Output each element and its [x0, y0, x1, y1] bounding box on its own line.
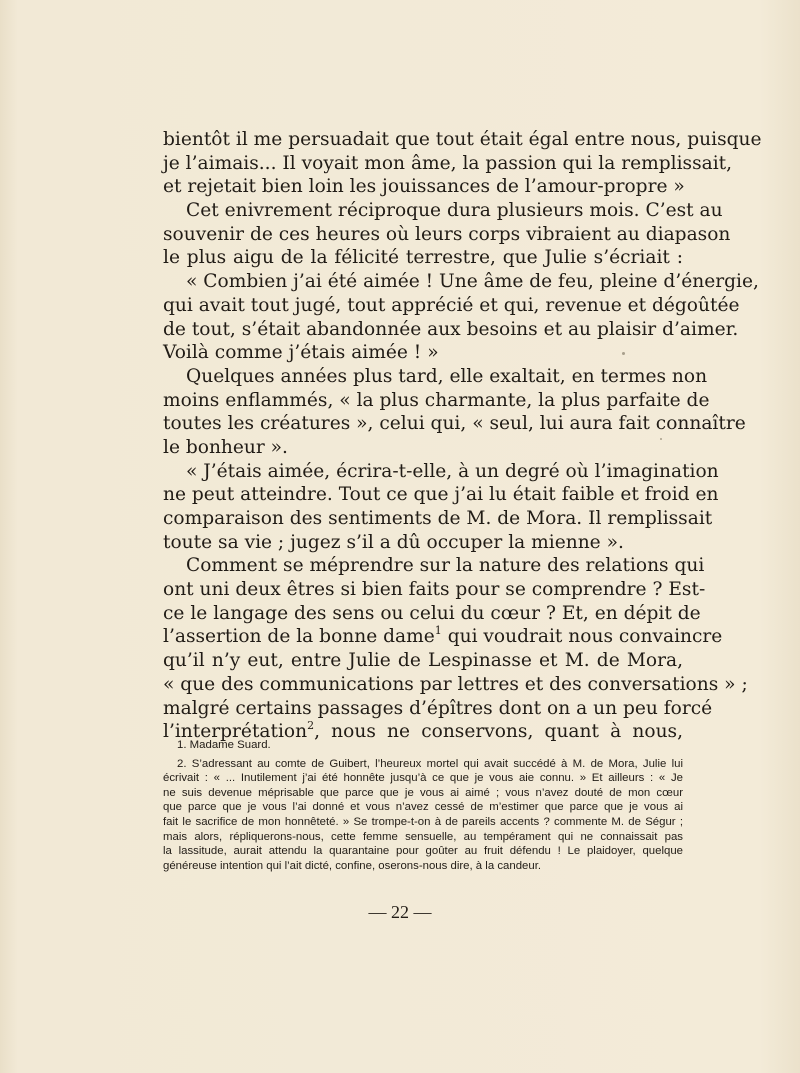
text-line: malgré certains passages d’épîtres dont on a un peu forcé [163, 697, 713, 719]
text-line: je l’aimais... Il voyait mon âme, la passion qui la remplissait, [163, 152, 733, 174]
footnote-1: 1. Madame Suard. [177, 739, 271, 751]
paper-speck [622, 352, 625, 355]
footnote-2-line: que parce que je vous l’ai donné et vous n’avez cessé de m’estimer que parce que je vous ai [163, 801, 683, 814]
text-segment: qui voudrait nous convaincre [447, 626, 723, 648]
text-segment: l’assertion de la bonne dame [163, 626, 435, 648]
footnote-2-line: ne suis devenue méprisable que parce que je vous ai aimé ; vous n’avez douté de mon cœur [163, 786, 683, 799]
text-line: qui avait tout jugé, tout apprécié et qui, revenue et dégoûtée [163, 294, 740, 316]
text-line [163, 624, 723, 649]
text-line: Voilà comme j’étais aimée ! » [163, 342, 439, 364]
footnote-2-line: généreuse intention qui l’ait dicté, confine, oserons-nous dire, à la candeur. [163, 859, 542, 872]
footnote-ref-2: 2 [307, 719, 315, 733]
text-line: toute sa vie ; jugez s’il a dû occuper la mienne ». [163, 531, 624, 553]
text-line: qu’il n’y eut, entre Julie de Lespinasse et M. de Mora, [163, 650, 683, 672]
text-line: le plus aigu de la félicité terrestre, que Julie s’écriait : [163, 247, 683, 269]
footnotes [163, 738, 683, 873]
text-line: « J’étais aimée, écrira-t-elle, à un degré où l’imagination [186, 460, 719, 482]
text-line: « Combien j’ai été aimée ! Une âme de feu, pleine d’énergie, [186, 271, 759, 293]
text-line: souvenir de ces heures où leurs corps vibraient au diapason [163, 223, 731, 245]
text-line: de tout, s’était abandonnée aux besoins et au plaisir d’aimer. [163, 318, 739, 340]
text-line: moins enflammés, « la plus charmante, la plus parfaite de [163, 389, 710, 411]
footnote-2-line: la lassitude, aurait attendu la quarantaine pour goûter au fruit défendu ! Le plaidoyer, quelque [163, 845, 683, 858]
footnote-2-line: fait le sacrifice de mon honnêteté. » Se trompe-t-on à de pareils accents ? commente M. de Ségur ; [163, 815, 683, 828]
text-line: bientôt il me persuadait que tout était égal entre nous, puisque [163, 129, 762, 150]
text-line: comparaison des sentiments de M. de Mora. Il remplissait [163, 508, 713, 529]
page-number: — 22 — [368, 902, 432, 922]
text-line: ont uni deux êtres si bien faits pour se comprendre ? Est- [163, 579, 706, 601]
paper-speck [660, 438, 662, 440]
text-line: le bonheur ». [163, 436, 288, 458]
footnote-ref-1: 1 [434, 624, 442, 638]
footnote-2-line: écrivait : « ... Inutilement j’ai été honnête jusqu’à ce que je vous aie connu. » Et ailleurs : « Je [163, 772, 683, 785]
body-text [163, 128, 762, 744]
text-line: ce le langage des sens ou celui du cœur ? Et, en dépit de [163, 602, 701, 624]
text-line: ne peut atteindre. Tout ce que j’ai lu était faible et froid en [163, 484, 719, 506]
text-line: Quelques années plus tard, elle exaltait, en termes non [186, 365, 708, 387]
text-line: « que des communications par lettres et des conversations » ; [163, 673, 748, 695]
footnote-2-line: mais alors, répliquerons-nous, cette femme sensuelle, au tempérament qui ne connaissait pas [163, 830, 683, 843]
text-segment: , nous ne conservons, quant à nous, [314, 721, 683, 743]
text-segment: l’interprétation [163, 721, 308, 743]
text-line: toutes les créatures », celui qui, « seul, lui aura fait connaître [163, 413, 746, 435]
footnote-2-line: 2. S’adressant au comte de Guibert, l’heureux mortel qui avait succédé à M. de Mora, Julie lui [177, 757, 683, 770]
text-line: Cet enivrement réciproque dura plusieurs mois. C’est au [186, 200, 723, 222]
text-line: et rejetait bien loin les jouissances de l’amour-propre » [163, 176, 685, 198]
text-line: Comment se méprendre sur la nature des relations qui [186, 555, 705, 577]
